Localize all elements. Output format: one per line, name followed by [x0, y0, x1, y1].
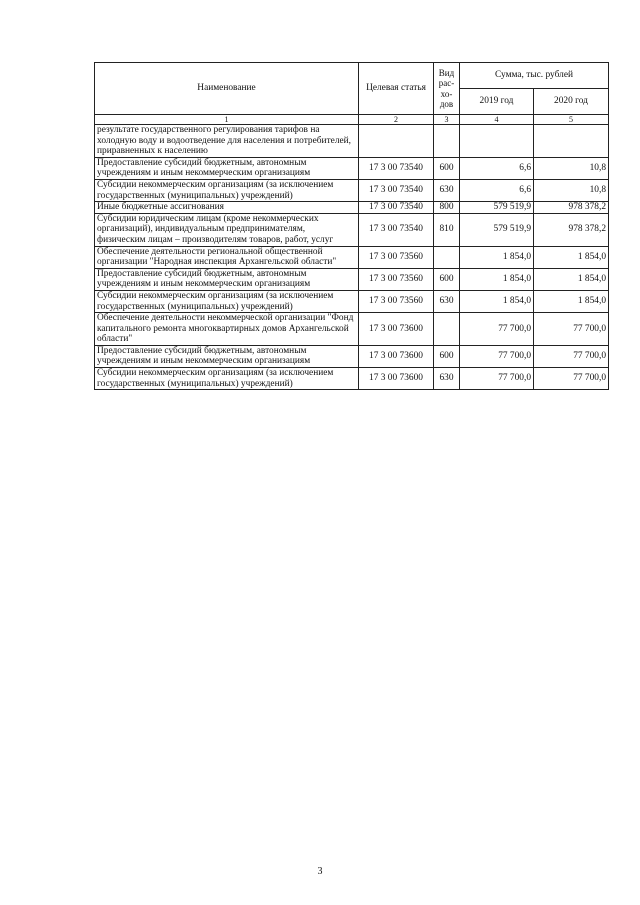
row-sum-2020 [534, 125, 609, 158]
table-row [95, 125, 609, 158]
column-number: 5 [534, 115, 609, 125]
budget-table [94, 62, 609, 390]
row-name: результате государственного регулирования тарифов на холодную воду и водоотведение для населения и потребителей, приравненных к населению [95, 125, 359, 158]
header-expense-type: Вид рас- хо- дов [434, 63, 460, 115]
row-target-code: 17 3 00 73540 [359, 157, 434, 179]
table-row [95, 179, 609, 201]
row-name: Обеспечение деятельности региональной общественной организации "Народная инспекция Архангельской области" [95, 246, 359, 268]
row-name: Иные бюджетные ассигнования [95, 202, 359, 214]
row-expense-type: 630 [434, 290, 460, 312]
row-name: Субсидии некоммерческим организациям (за исключением государственных (муниципальных) учреждений) [95, 179, 359, 201]
column-number: 3 [434, 115, 460, 125]
table-row [95, 290, 609, 312]
row-sum-2020: 1 854,0 [534, 268, 609, 290]
row-name: Субсидии некоммерческим организациям (за исключением государственных (муниципальных) учреждений) [95, 368, 359, 390]
column-number-row [95, 115, 609, 125]
table-row [95, 202, 609, 214]
header-name: Наименование [95, 63, 359, 115]
header-sum: Сумма, тыс. рублей [460, 63, 609, 89]
row-name: Предоставление субсидий бюджетным, автономным учреждениям и иным некоммерческим организациям [95, 345, 359, 367]
table-row [95, 157, 609, 179]
row-name: Предоставление субсидий бюджетным, автономным учреждениям и иным некоммерческим организациям [95, 157, 359, 179]
row-target-code: 17 3 00 73560 [359, 268, 434, 290]
row-target-code [359, 125, 434, 158]
row-sum-2020: 77 700,0 [534, 368, 609, 390]
row-target-code: 17 3 00 73560 [359, 246, 434, 268]
row-sum-2020: 978 378,2 [534, 202, 609, 214]
row-sum-2020: 77 700,0 [534, 313, 609, 346]
row-target-code: 17 3 00 73560 [359, 290, 434, 312]
column-number: 1 [95, 115, 359, 125]
page-number: 3 [317, 866, 323, 877]
row-sum-2020: 10,8 [534, 179, 609, 201]
row-target-code: 17 3 00 73600 [359, 368, 434, 390]
row-sum-2019: 579 519,9 [460, 213, 534, 246]
row-expense-type: 600 [434, 268, 460, 290]
row-sum-2019: 77 700,0 [460, 368, 534, 390]
row-sum-2019: 1 854,0 [460, 246, 534, 268]
row-sum-2020: 1 854,0 [534, 246, 609, 268]
row-sum-2020: 77 700,0 [534, 345, 609, 367]
row-name: Субсидии юридическим лицам (кроме некоммерческих организаций), индивидуальным предпринимателям, физическим лицам – производителям товаров, работ, услуг [95, 213, 359, 246]
row-expense-type [434, 125, 460, 158]
column-number: 2 [359, 115, 434, 125]
row-expense-type [434, 313, 460, 346]
row-target-code: 17 3 00 73540 [359, 213, 434, 246]
table-row [95, 368, 609, 390]
row-expense-type: 600 [434, 157, 460, 179]
table-row [95, 313, 609, 346]
row-target-code: 17 3 00 73600 [359, 345, 434, 367]
row-target-code: 17 3 00 73600 [359, 313, 434, 346]
row-sum-2019: 1 854,0 [460, 290, 534, 312]
row-sum-2020: 978 378,2 [534, 213, 609, 246]
row-name: Субсидии некоммерческим организациям (за исключением государственных (муниципальных) учреждений) [95, 290, 359, 312]
row-target-code: 17 3 00 73540 [359, 202, 434, 214]
row-name: Предоставление субсидий бюджетным, автономным учреждениям и иным некоммерческим организациям [95, 268, 359, 290]
row-expense-type: 810 [434, 213, 460, 246]
table-row [95, 268, 609, 290]
row-expense-type: 630 [434, 368, 460, 390]
row-sum-2019: 6,6 [460, 157, 534, 179]
row-expense-type [434, 246, 460, 268]
row-name: Обеспечение деятельности некоммерческой организации "Фонд капитального ремонта многоквартирных домов Архангельской области" [95, 313, 359, 346]
row-sum-2020: 1 854,0 [534, 290, 609, 312]
row-sum-2020: 10,8 [534, 157, 609, 179]
table-row [95, 345, 609, 367]
row-expense-type: 630 [434, 179, 460, 201]
row-expense-type: 600 [434, 345, 460, 367]
row-target-code: 17 3 00 73540 [359, 179, 434, 201]
table-row [95, 246, 609, 268]
row-sum-2019: 1 854,0 [460, 268, 534, 290]
header-year-2020: 2020 год [534, 89, 609, 115]
header-target-article: Целевая статья [359, 63, 434, 115]
table-row [95, 213, 609, 246]
header-year-2019: 2019 год [460, 89, 534, 115]
row-sum-2019: 77 700,0 [460, 313, 534, 346]
column-number: 4 [460, 115, 534, 125]
row-sum-2019: 6,6 [460, 179, 534, 201]
row-sum-2019: 579 519,9 [460, 202, 534, 214]
row-sum-2019: 77 700,0 [460, 345, 534, 367]
row-expense-type: 800 [434, 202, 460, 214]
row-sum-2019 [460, 125, 534, 158]
